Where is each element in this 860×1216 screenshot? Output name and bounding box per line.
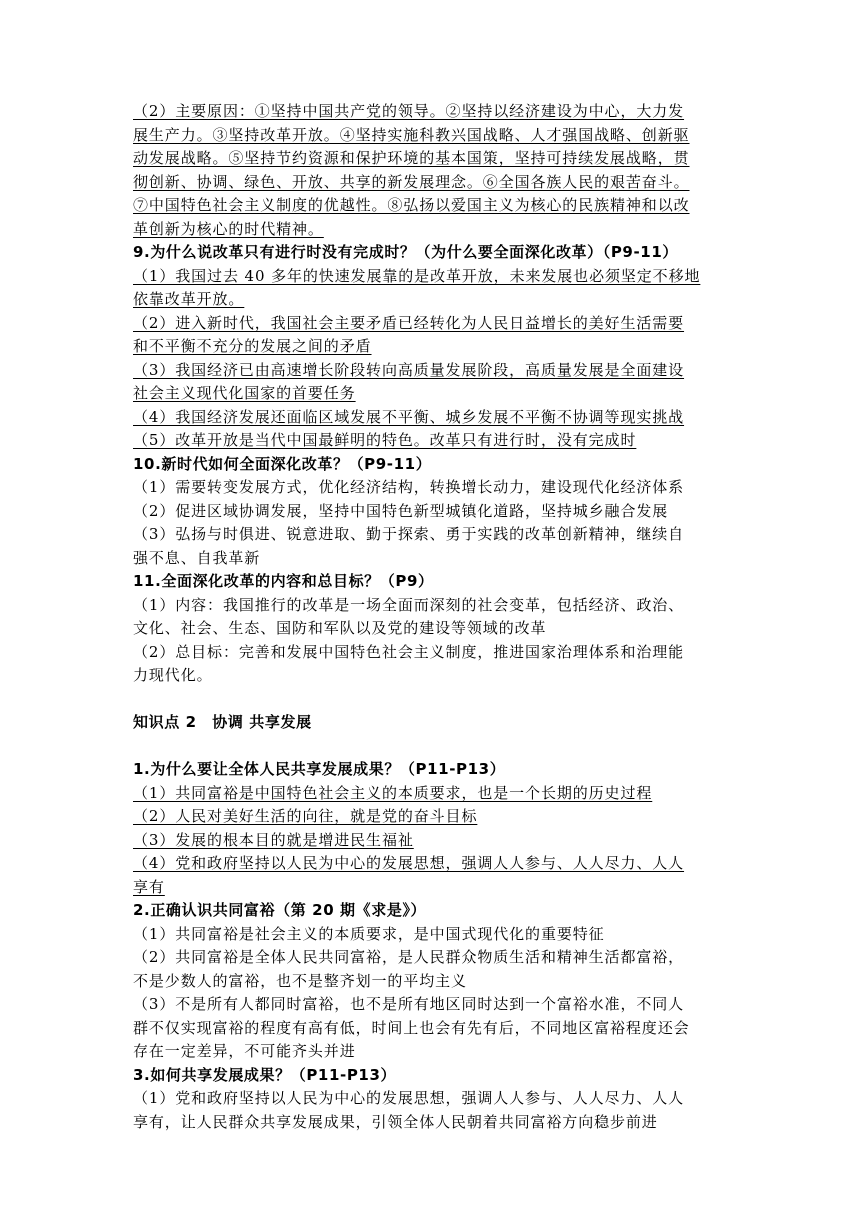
text-line: 文化、社会、生态、国防和军队以及党的建设等领域的改革 [133, 619, 547, 637]
question-heading: 2.正确认识共同富裕（第 20 期《求是》） [133, 901, 427, 919]
underlined-text-line: 展生产力。③坚持改革开放。④坚持实施科教兴国战略、人才强国战略、创新驱 [133, 125, 690, 144]
underlined-text-line: （1）我国过去 40 多年的快速发展靠的是改革开放，未来发展也必须坚定不移地 [133, 266, 701, 285]
question-heading: 1.为什么要让全体人民共享发展成果？（P11-P13） [133, 760, 506, 778]
text-line: 力现代化。 [133, 666, 213, 684]
text-line: （2）总目标：完善和发展中国特色社会主义制度，推进国家治理体系和治理能 [133, 642, 685, 661]
blank-line [133, 688, 733, 712]
text-line: 不是少数人的富裕，也不是整齐划一的平均主义 [133, 971, 467, 990]
text-line: （1）需要转变发展方式，优化经济结构，转换增长动力，建设现代化经济体系 [133, 478, 685, 496]
text-line: （3）不是所有人都同时富裕，也不是所有地区同时达到一个富裕水准，不同人 [133, 995, 685, 1013]
question-heading: 3.如何共享发展成果？（P11-P13） [133, 1065, 397, 1084]
underlined-text-line: （3）我国经济已由高速增长阶段转向高质量发展阶段，高质量发展是全面建设 [133, 360, 685, 379]
text-line: （1）党和政府坚持以人民为中心的发展思想，强调人人参与、人人尽力、人人 [133, 1089, 685, 1107]
text-line: 享有，让人民群众共享发展成果，引领全体人民朝着共同富裕方向稳步前进 [133, 1112, 658, 1131]
underlined-text-line: 和不平衡不充分的发展之间的矛盾 [133, 337, 372, 355]
blank-line [133, 735, 733, 759]
text-line: （2）促进区域协调发展，坚持中国特色新型城镇化道路，坚持城乡融合发展 [133, 501, 669, 520]
question-heading: 11.全面深化改革的内容和总目标？（P9） [133, 572, 434, 590]
underlined-text-line: （2）进入新时代，我国社会主要矛盾已经转化为人民日益增长的美好生活需要 [133, 313, 685, 332]
underlined-text-line: 享有 [133, 877, 165, 896]
text-line: （2）共同富裕是全体人民共同富裕，是人民群众物质生活和精神生活都富裕， [133, 948, 685, 966]
section-heading: 知识点 2 协调 共享发展 [133, 713, 312, 731]
underlined-text-line: （4）党和政府坚持以人民为中心的发展思想，强调人人参与、人人尽力、人人 [133, 854, 685, 872]
text-line: 强不息、自我革新 [133, 548, 261, 567]
underlined-text-line: 依靠改革开放。 [133, 290, 245, 308]
underlined-text-line: 革创新为核心的时代精神。 [133, 219, 324, 238]
text-line: 存在一定差异，不可能齐头并进 [133, 1042, 356, 1060]
underlined-text-line: （2）主要原因：①坚持中国共产党的领导。②坚持以经济建设为中心，大力发 [133, 102, 685, 120]
underlined-text-line: （2）人民对美好生活的向往，就是党的奋斗目标 [133, 807, 478, 825]
text-line: （3）弘扬与时俱进、锐意进取、勤于探索、勇于实践的改革创新精神，继续自 [133, 525, 685, 543]
text-line: （1）内容：我国推行的改革是一场全面而深刻的社会变革，包括经济、政治、 [133, 595, 685, 614]
underlined-text-line: （4）我国经济发展还面临区域发展不平衡、城乡发展不平衡不协调等现实挑战 [133, 407, 685, 426]
underlined-text-line: （3）发展的根本目的就是增进民生福祉 [133, 830, 414, 849]
document-page [133, 100, 733, 1134]
question-heading: 10.新时代如何全面深化改革？（P9-11） [133, 454, 432, 473]
underlined-text-line: 社会主义现代化国家的首要任务 [133, 384, 356, 402]
text-line: 群不仅实现富裕的程度有高有低，时间上也会有先有后，不同地区富裕程度还会 [133, 1018, 690, 1037]
text-line: （1）共同富裕是社会主义的本质要求，是中国式现代化的重要特征 [133, 924, 605, 943]
underlined-text-line: （5）改革开放是当代中国最鲜明的特色。改革只有进行时，没有完成时 [133, 431, 637, 449]
underlined-text-line: 动发展战略。⑤坚持节约资源和保护环境的基本国策，坚持可持续发展战略，贯 [133, 149, 690, 167]
underlined-text-line: 彻创新、协调、绿色、开放、共享的新发展理念。⑥全国各族人民的艰苦奋斗。 [133, 172, 690, 191]
underlined-text-line: ⑦中国特色社会主义制度的优越性。⑧弘扬以爱国主义为核心的民族精神和以改 [133, 196, 690, 214]
underlined-text-line: （1）共同富裕是中国特色社会主义的本质要求，也是一个长期的历史过程 [133, 783, 653, 802]
question-heading: 9.为什么说改革只有进行时没有完成时？（为什么要全面深化改革）（P9-11） [133, 243, 678, 261]
